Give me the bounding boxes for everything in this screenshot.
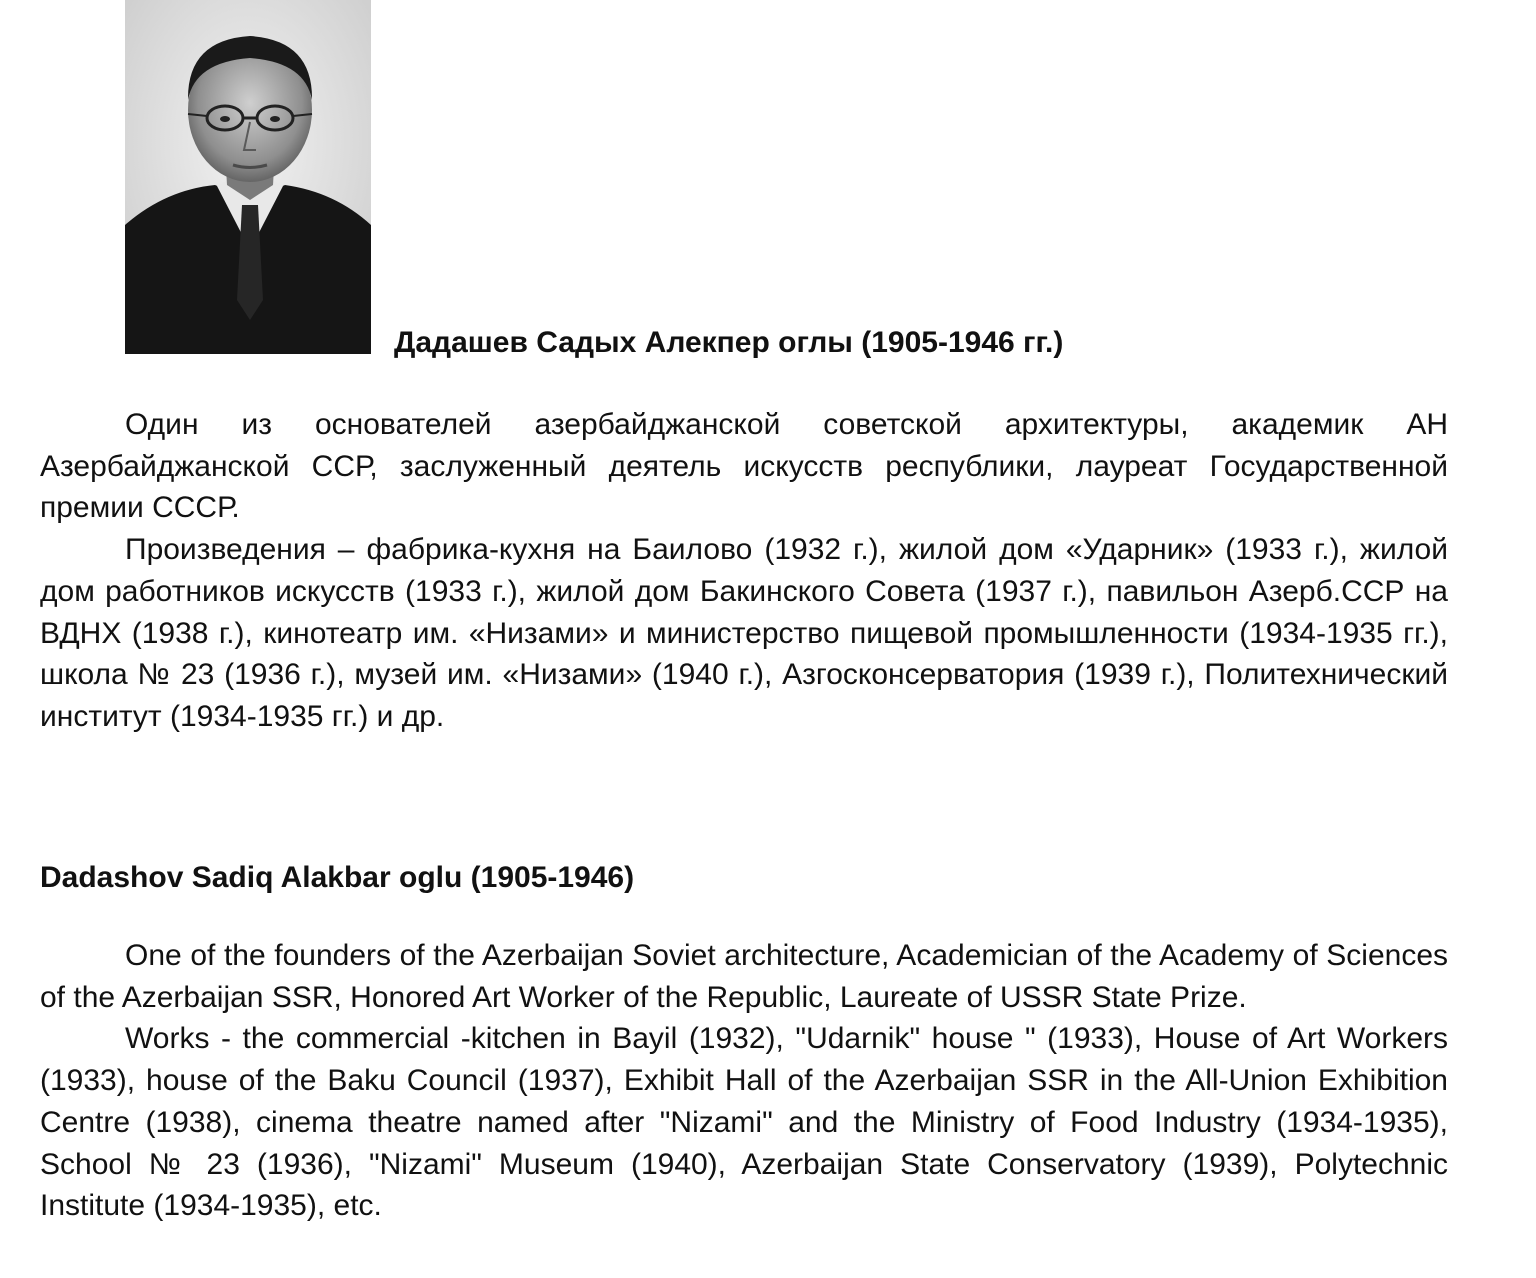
bio-russian <box>40 404 1448 738</box>
title-english: Dadashov Sadiq Alakbar oglu (1905-1946) <box>40 861 635 894</box>
bio-english-paragraph-2: Works - the commercial -kitchen in Bayil (1932), "Udarnik" house " (1933), House of Art Workers (1933), house of the Baku Council (1937), Exhibit Hall of the Azerbaijan SSR in the All-Union Exhibition Centre (1938), cinema theatre named after "Nizami" and the Ministry of Food Industry (1934-1935), School № 23 (1936), "Nizami" Museum (1940), Azerbaijan State Conservatory (1939), Polytechnic Institute (1934-1935), etc. <box>40 1022 1448 1223</box>
portrait-illustration <box>125 0 371 354</box>
bio-english-paragraph-1: One of the founders of the Azerbaijan Soviet architecture, Academician of the Academy of Sciences of the Azerbaijan SSR, Honored Art Worker of the Republic, Laureate of USSR State Prize. <box>40 939 1448 1014</box>
bio-russian-paragraph-1: Один из основателей азербайджанской советской архитектуры, академик АН Азербайджанской ССР, заслуженный деятель искусств республики, лауреат Государственной премии СССР. <box>40 408 1448 525</box>
title-russian: Дадашев Садых Алекпер оглы (1905-1946 гг.) <box>394 326 1064 359</box>
portrait-photo <box>125 0 371 354</box>
bio-russian-paragraph-2: Произведения – фабрика-кухня на Баилово (1932 г.), жилой дом «Ударник» (1933 г.), жилой дом работников искусств (1933 г.), жилой дом Бакинского Совета (1937 г.), павильон Азерб.ССР на ВДНХ (1938 г.), кинотеатр им. «Низами» и министерство пищевой промышленности (1934-1935 гг.), школа № 23 (1936 г.), музей им. «Низами» (1940 г.), Азгосконсерватория (1939 г.), Политехнический институт (1934-1935 гг.) и др. <box>40 533 1448 733</box>
bio-english <box>40 935 1448 1227</box>
